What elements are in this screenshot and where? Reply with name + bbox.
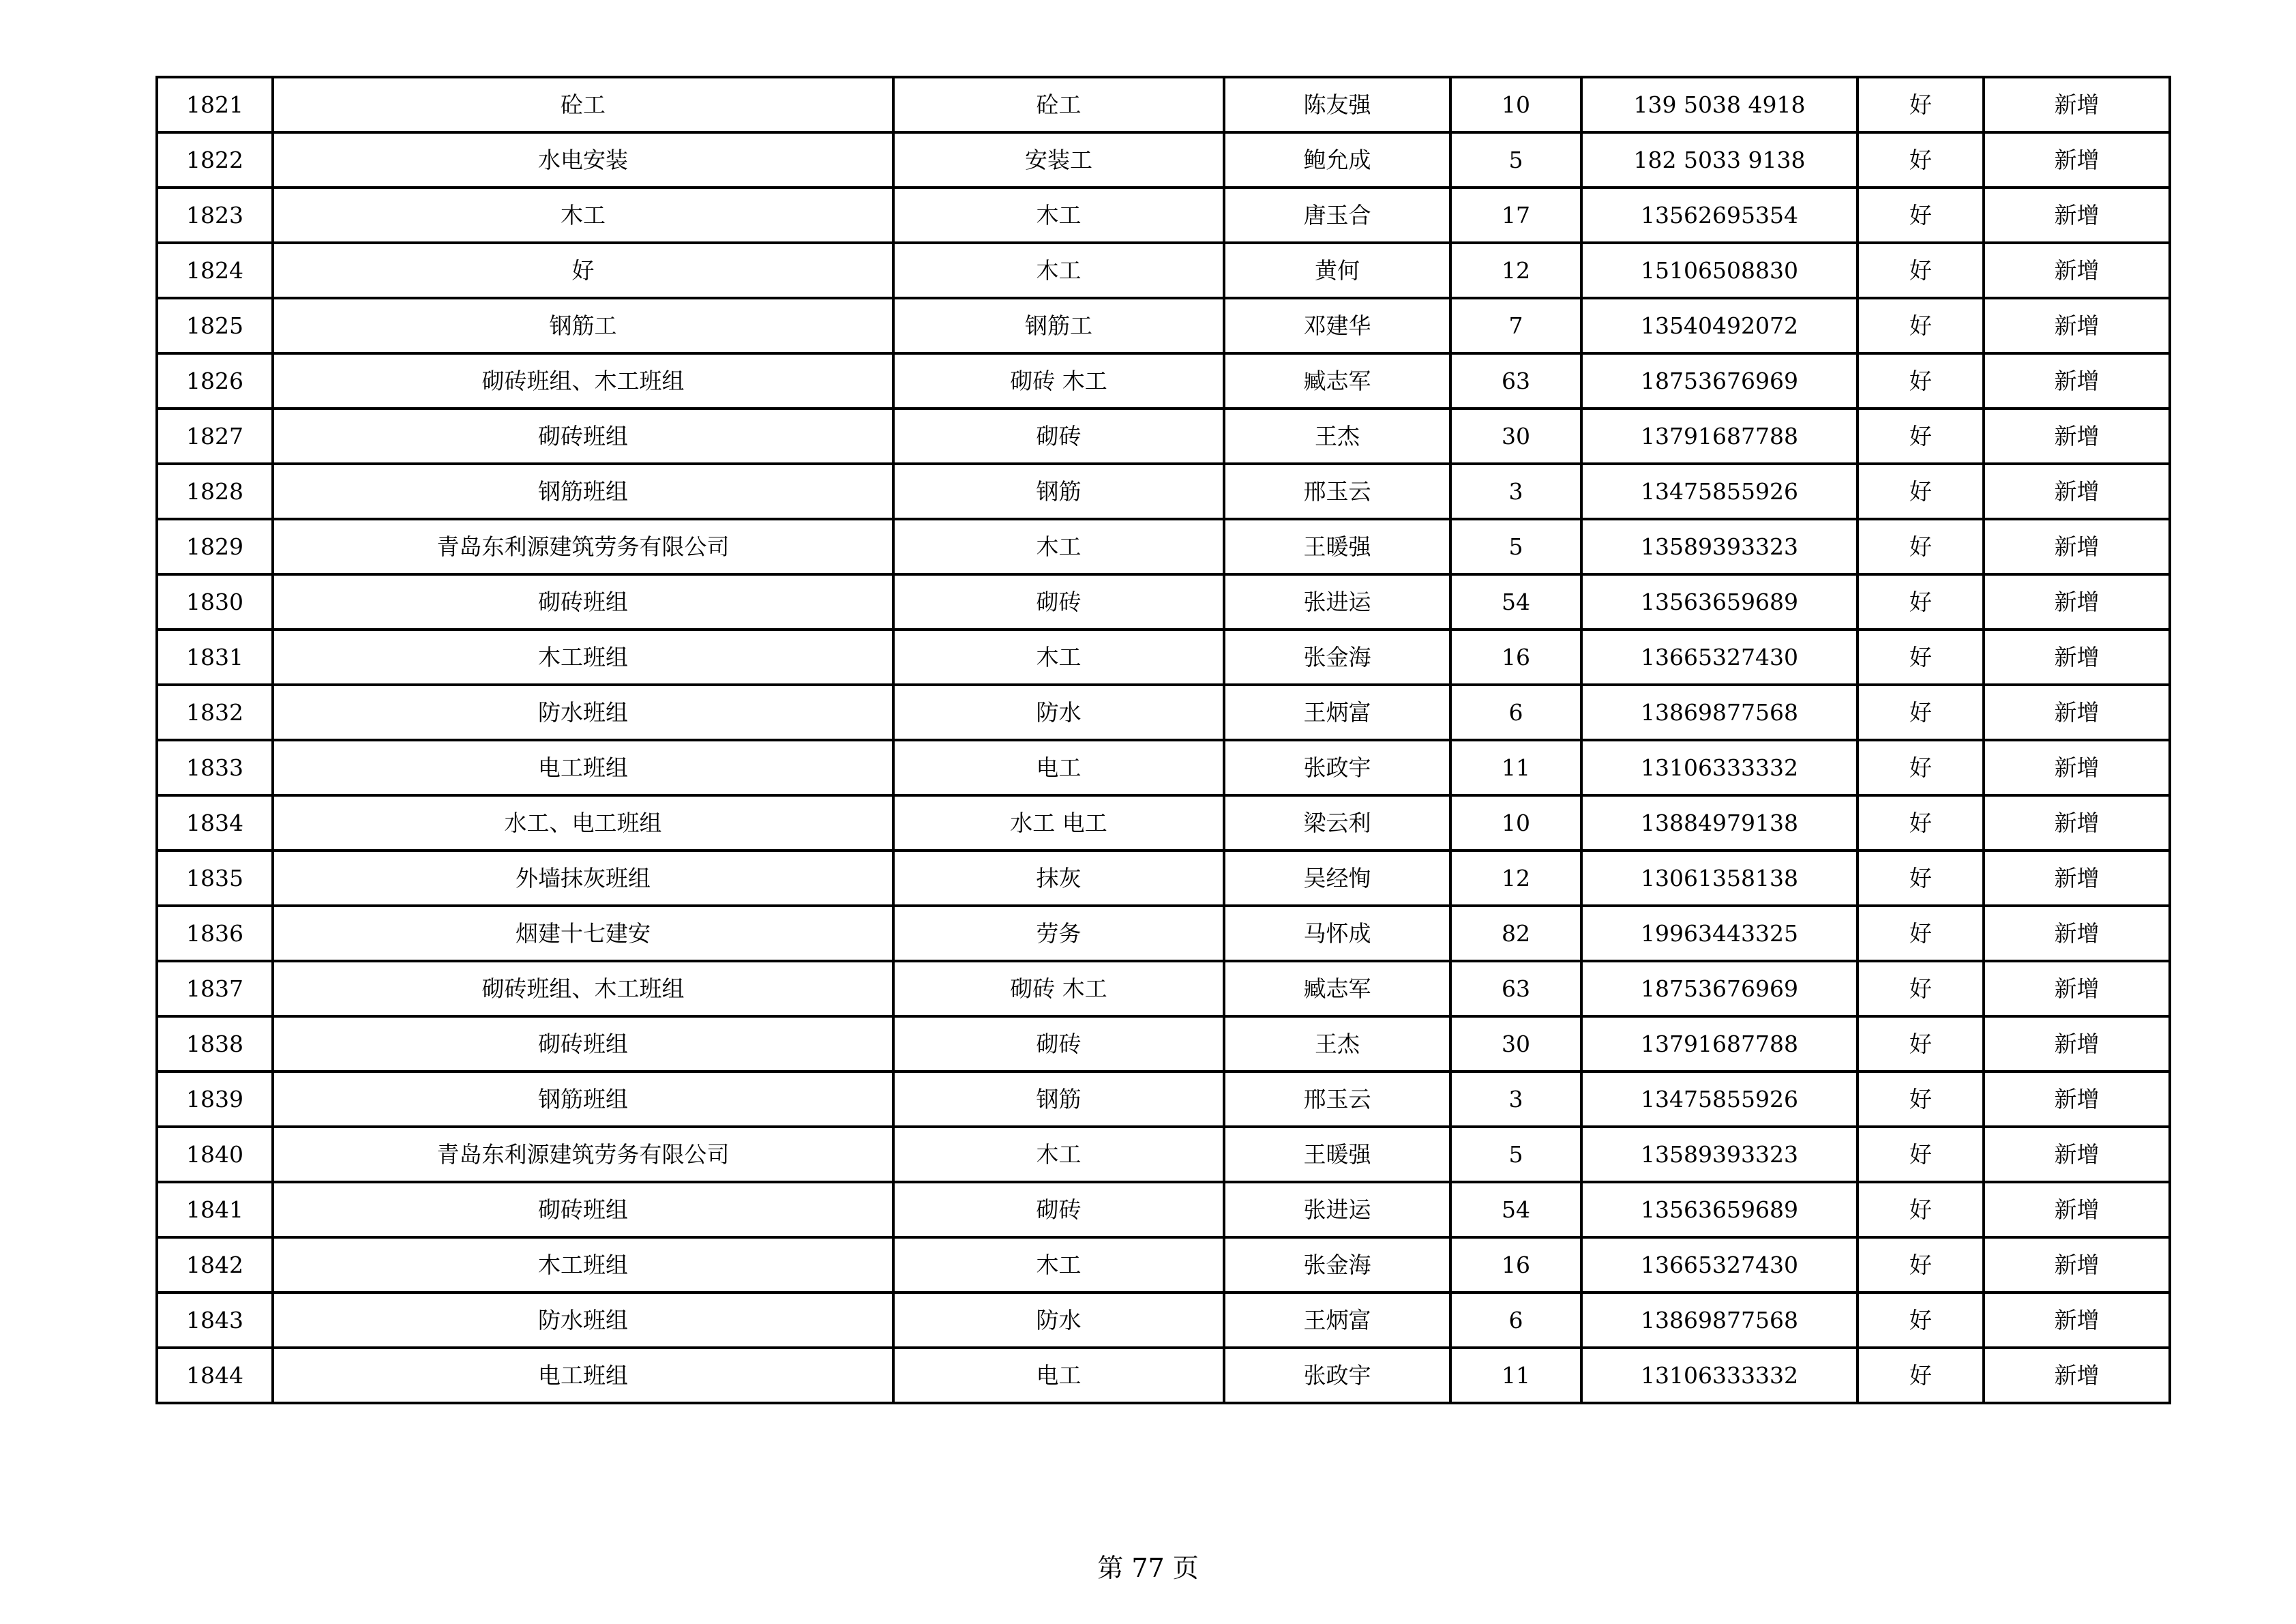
phone-cell: 13562695354 bbox=[1581, 188, 1858, 243]
rating-cell: 好 bbox=[1858, 243, 1984, 298]
phone-cell: 13791687788 bbox=[1581, 409, 1858, 464]
row-number-cell: 1825 bbox=[157, 298, 273, 353]
phone-cell: 18753676969 bbox=[1581, 961, 1858, 1016]
headcount-cell: 54 bbox=[1450, 574, 1581, 630]
headcount-cell: 54 bbox=[1450, 1182, 1581, 1237]
trade-cell: 木工 bbox=[893, 188, 1224, 243]
trade-cell: 砌砖 bbox=[893, 409, 1224, 464]
status-cell: 新增 bbox=[1984, 519, 2170, 574]
rating-cell: 好 bbox=[1858, 1016, 1984, 1072]
table-body bbox=[157, 77, 2170, 1403]
status-cell: 新增 bbox=[1984, 132, 2170, 188]
trade-cell: 防水 bbox=[893, 685, 1224, 740]
team-name-cell: 砌砖班组 bbox=[273, 574, 893, 630]
trade-cell: 电工 bbox=[893, 1348, 1224, 1403]
team-name-cell: 防水班组 bbox=[273, 685, 893, 740]
phone-cell: 13563659689 bbox=[1581, 574, 1858, 630]
rating-cell: 好 bbox=[1858, 77, 1984, 132]
row-number-cell: 1836 bbox=[157, 906, 273, 961]
table-row bbox=[157, 1127, 2170, 1182]
team-name-cell: 青岛东利源建筑劳务有限公司 bbox=[273, 1127, 893, 1182]
phone-cell: 13589393323 bbox=[1581, 1127, 1858, 1182]
phone-cell: 13106333332 bbox=[1581, 740, 1858, 795]
table-row bbox=[157, 851, 2170, 906]
leader-name-cell: 邓建华 bbox=[1224, 298, 1450, 353]
trade-cell: 木工 bbox=[893, 1237, 1224, 1293]
leader-name-cell: 鲍允成 bbox=[1224, 132, 1450, 188]
row-number-cell: 1834 bbox=[157, 795, 273, 851]
team-name-cell: 木工班组 bbox=[273, 1237, 893, 1293]
headcount-cell: 10 bbox=[1450, 795, 1581, 851]
row-number-cell: 1841 bbox=[157, 1182, 273, 1237]
phone-cell: 139 5038 4918 bbox=[1581, 77, 1858, 132]
team-name-cell: 砌砖班组 bbox=[273, 1182, 893, 1237]
row-number-cell: 1823 bbox=[157, 188, 273, 243]
table-row bbox=[157, 685, 2170, 740]
rating-cell: 好 bbox=[1858, 132, 1984, 188]
rating-cell: 好 bbox=[1858, 961, 1984, 1016]
trade-cell: 劳务 bbox=[893, 906, 1224, 961]
rating-cell: 好 bbox=[1858, 630, 1984, 685]
phone-cell: 13791687788 bbox=[1581, 1016, 1858, 1072]
table-row bbox=[157, 1072, 2170, 1127]
row-number-cell: 1828 bbox=[157, 464, 273, 519]
table-row bbox=[157, 630, 2170, 685]
leader-name-cell: 王杰 bbox=[1224, 1016, 1450, 1072]
team-name-cell: 烟建十七建安 bbox=[273, 906, 893, 961]
phone-cell: 13540492072 bbox=[1581, 298, 1858, 353]
table-row bbox=[157, 243, 2170, 298]
status-cell: 新增 bbox=[1984, 906, 2170, 961]
team-name-cell: 钢筋工 bbox=[273, 298, 893, 353]
status-cell: 新增 bbox=[1984, 188, 2170, 243]
rating-cell: 好 bbox=[1858, 519, 1984, 574]
team-name-cell: 砌砖班组、木工班组 bbox=[273, 353, 893, 409]
status-cell: 新增 bbox=[1984, 298, 2170, 353]
team-name-cell: 外墙抹灰班组 bbox=[273, 851, 893, 906]
phone-cell: 13061358138 bbox=[1581, 851, 1858, 906]
headcount-cell: 30 bbox=[1450, 409, 1581, 464]
row-number-cell: 1821 bbox=[157, 77, 273, 132]
status-cell: 新增 bbox=[1984, 795, 2170, 851]
headcount-cell: 6 bbox=[1450, 685, 1581, 740]
rating-cell: 好 bbox=[1858, 685, 1984, 740]
trade-cell: 钢筋工 bbox=[893, 298, 1224, 353]
status-cell: 新增 bbox=[1984, 1182, 2170, 1237]
row-number-cell: 1840 bbox=[157, 1127, 273, 1182]
headcount-cell: 6 bbox=[1450, 1293, 1581, 1348]
headcount-cell: 3 bbox=[1450, 464, 1581, 519]
leader-name-cell: 王杰 bbox=[1224, 409, 1450, 464]
trade-cell: 钢筋 bbox=[893, 464, 1224, 519]
row-number-cell: 1827 bbox=[157, 409, 273, 464]
leader-name-cell: 马怀成 bbox=[1224, 906, 1450, 961]
headcount-cell: 17 bbox=[1450, 188, 1581, 243]
trade-cell: 木工 bbox=[893, 519, 1224, 574]
rating-cell: 好 bbox=[1858, 851, 1984, 906]
headcount-cell: 82 bbox=[1450, 906, 1581, 961]
leader-name-cell: 张金海 bbox=[1224, 630, 1450, 685]
rating-cell: 好 bbox=[1858, 740, 1984, 795]
rating-cell: 好 bbox=[1858, 906, 1984, 961]
team-name-cell: 钢筋班组 bbox=[273, 464, 893, 519]
row-number-cell: 1833 bbox=[157, 740, 273, 795]
trade-cell: 砌砖 bbox=[893, 1016, 1224, 1072]
status-cell: 新增 bbox=[1984, 1348, 2170, 1403]
phone-cell: 19963443325 bbox=[1581, 906, 1858, 961]
phone-cell: 13665327430 bbox=[1581, 1237, 1858, 1293]
row-number-cell: 1832 bbox=[157, 685, 273, 740]
leader-name-cell: 张政宇 bbox=[1224, 740, 1450, 795]
row-number-cell: 1835 bbox=[157, 851, 273, 906]
headcount-cell: 11 bbox=[1450, 1348, 1581, 1403]
status-cell: 新增 bbox=[1984, 243, 2170, 298]
phone-cell: 13475855926 bbox=[1581, 1072, 1858, 1127]
table-row bbox=[157, 353, 2170, 409]
row-number-cell: 1843 bbox=[157, 1293, 273, 1348]
headcount-cell: 3 bbox=[1450, 1072, 1581, 1127]
table-row bbox=[157, 188, 2170, 243]
headcount-cell: 5 bbox=[1450, 132, 1581, 188]
headcount-cell: 10 bbox=[1450, 77, 1581, 132]
leader-name-cell: 王炳富 bbox=[1224, 685, 1450, 740]
headcount-cell: 11 bbox=[1450, 740, 1581, 795]
headcount-cell: 12 bbox=[1450, 851, 1581, 906]
team-name-cell: 木工 bbox=[273, 188, 893, 243]
status-cell: 新增 bbox=[1984, 409, 2170, 464]
rating-cell: 好 bbox=[1858, 1348, 1984, 1403]
leader-name-cell: 臧志军 bbox=[1224, 961, 1450, 1016]
phone-cell: 18753676969 bbox=[1581, 353, 1858, 409]
row-number-cell: 1822 bbox=[157, 132, 273, 188]
phone-cell: 15106508830 bbox=[1581, 243, 1858, 298]
trade-cell: 砌砖 木工 bbox=[893, 961, 1224, 1016]
row-number-cell: 1837 bbox=[157, 961, 273, 1016]
table-row bbox=[157, 132, 2170, 188]
trade-cell: 砌砖 木工 bbox=[893, 353, 1224, 409]
table-row bbox=[157, 961, 2170, 1016]
phone-cell: 13589393323 bbox=[1581, 519, 1858, 574]
status-cell: 新增 bbox=[1984, 630, 2170, 685]
headcount-cell: 5 bbox=[1450, 519, 1581, 574]
headcount-cell: 5 bbox=[1450, 1127, 1581, 1182]
phone-cell: 13475855926 bbox=[1581, 464, 1858, 519]
leader-name-cell: 梁云利 bbox=[1224, 795, 1450, 851]
row-number-cell: 1831 bbox=[157, 630, 273, 685]
headcount-cell: 63 bbox=[1450, 961, 1581, 1016]
status-cell: 新增 bbox=[1984, 851, 2170, 906]
rating-cell: 好 bbox=[1858, 795, 1984, 851]
table-row bbox=[157, 906, 2170, 961]
leader-name-cell: 陈友强 bbox=[1224, 77, 1450, 132]
headcount-cell: 7 bbox=[1450, 298, 1581, 353]
status-cell: 新增 bbox=[1984, 77, 2170, 132]
row-number-cell: 1830 bbox=[157, 574, 273, 630]
table-row bbox=[157, 1016, 2170, 1072]
rating-cell: 好 bbox=[1858, 574, 1984, 630]
leader-name-cell: 邢玉云 bbox=[1224, 1072, 1450, 1127]
rating-cell: 好 bbox=[1858, 409, 1984, 464]
table-row bbox=[157, 1348, 2170, 1403]
rating-cell: 好 bbox=[1858, 1182, 1984, 1237]
row-number-cell: 1824 bbox=[157, 243, 273, 298]
rating-cell: 好 bbox=[1858, 1237, 1984, 1293]
team-name-cell: 青岛东利源建筑劳务有限公司 bbox=[273, 519, 893, 574]
rating-cell: 好 bbox=[1858, 298, 1984, 353]
table-row bbox=[157, 1237, 2170, 1293]
headcount-cell: 16 bbox=[1450, 1237, 1581, 1293]
table-row bbox=[157, 77, 2170, 132]
team-name-cell: 砌砖班组、木工班组 bbox=[273, 961, 893, 1016]
table-row bbox=[157, 574, 2170, 630]
leader-name-cell: 张金海 bbox=[1224, 1237, 1450, 1293]
status-cell: 新增 bbox=[1984, 1072, 2170, 1127]
phone-cell: 13869877568 bbox=[1581, 685, 1858, 740]
headcount-cell: 63 bbox=[1450, 353, 1581, 409]
rating-cell: 好 bbox=[1858, 464, 1984, 519]
phone-cell: 13869877568 bbox=[1581, 1293, 1858, 1348]
headcount-cell: 30 bbox=[1450, 1016, 1581, 1072]
leader-name-cell: 臧志军 bbox=[1224, 353, 1450, 409]
status-cell: 新增 bbox=[1984, 464, 2170, 519]
status-cell: 新增 bbox=[1984, 1127, 2170, 1182]
leader-name-cell: 张政宇 bbox=[1224, 1348, 1450, 1403]
leader-name-cell: 邢玉云 bbox=[1224, 464, 1450, 519]
team-name-cell: 钢筋班组 bbox=[273, 1072, 893, 1127]
team-name-cell: 砼工 bbox=[273, 77, 893, 132]
trade-cell: 电工 bbox=[893, 740, 1224, 795]
rating-cell: 好 bbox=[1858, 1127, 1984, 1182]
trade-cell: 抹灰 bbox=[893, 851, 1224, 906]
leader-name-cell: 唐玉合 bbox=[1224, 188, 1450, 243]
status-cell: 新增 bbox=[1984, 1293, 2170, 1348]
rating-cell: 好 bbox=[1858, 1072, 1984, 1127]
leader-name-cell: 王炳富 bbox=[1224, 1293, 1450, 1348]
team-name-cell: 水工、电工班组 bbox=[273, 795, 893, 851]
leader-name-cell: 黄何 bbox=[1224, 243, 1450, 298]
rating-cell: 好 bbox=[1858, 188, 1984, 243]
table-row bbox=[157, 464, 2170, 519]
headcount-cell: 16 bbox=[1450, 630, 1581, 685]
trade-cell: 水工 电工 bbox=[893, 795, 1224, 851]
phone-cell: 13563659689 bbox=[1581, 1182, 1858, 1237]
team-name-cell: 砌砖班组 bbox=[273, 1016, 893, 1072]
status-cell: 新增 bbox=[1984, 574, 2170, 630]
status-cell: 新增 bbox=[1984, 961, 2170, 1016]
trade-cell: 砌砖 bbox=[893, 574, 1224, 630]
team-name-cell: 防水班组 bbox=[273, 1293, 893, 1348]
row-number-cell: 1839 bbox=[157, 1072, 273, 1127]
phone-cell: 182 5033 9138 bbox=[1581, 132, 1858, 188]
headcount-cell: 12 bbox=[1450, 243, 1581, 298]
phone-cell: 13665327430 bbox=[1581, 630, 1858, 685]
leader-name-cell: 吴经恂 bbox=[1224, 851, 1450, 906]
row-number-cell: 1838 bbox=[157, 1016, 273, 1072]
table-row bbox=[157, 795, 2170, 851]
table-row bbox=[157, 298, 2170, 353]
trade-cell: 木工 bbox=[893, 243, 1224, 298]
table-row bbox=[157, 740, 2170, 795]
leader-name-cell: 王暖强 bbox=[1224, 519, 1450, 574]
trade-cell: 木工 bbox=[893, 630, 1224, 685]
leader-name-cell: 王暖强 bbox=[1224, 1127, 1450, 1182]
table-row bbox=[157, 1293, 2170, 1348]
row-number-cell: 1826 bbox=[157, 353, 273, 409]
trade-cell: 砌砖 bbox=[893, 1182, 1224, 1237]
team-name-cell: 电工班组 bbox=[273, 1348, 893, 1403]
row-number-cell: 1844 bbox=[157, 1348, 273, 1403]
phone-cell: 13106333332 bbox=[1581, 1348, 1858, 1403]
page-number: 第 77 页 bbox=[1097, 1553, 1199, 1583]
trade-cell: 安装工 bbox=[893, 132, 1224, 188]
row-number-cell: 1829 bbox=[157, 519, 273, 574]
trade-cell: 防水 bbox=[893, 1293, 1224, 1348]
row-number-cell: 1842 bbox=[157, 1237, 273, 1293]
team-name-cell: 砌砖班组 bbox=[273, 409, 893, 464]
team-name-cell: 电工班组 bbox=[273, 740, 893, 795]
rating-cell: 好 bbox=[1858, 1293, 1984, 1348]
team-name-cell: 木工班组 bbox=[273, 630, 893, 685]
trade-cell: 砼工 bbox=[893, 77, 1224, 132]
table-row bbox=[157, 519, 2170, 574]
status-cell: 新增 bbox=[1984, 685, 2170, 740]
table-row bbox=[157, 1182, 2170, 1237]
trade-cell: 木工 bbox=[893, 1127, 1224, 1182]
status-cell: 新增 bbox=[1984, 740, 2170, 795]
leader-name-cell: 张进运 bbox=[1224, 574, 1450, 630]
status-cell: 新增 bbox=[1984, 1237, 2170, 1293]
rating-cell: 好 bbox=[1858, 353, 1984, 409]
table-row bbox=[157, 409, 2170, 464]
team-name-cell: 水电安装 bbox=[273, 132, 893, 188]
phone-cell: 13884979138 bbox=[1581, 795, 1858, 851]
leader-name-cell: 张进运 bbox=[1224, 1182, 1450, 1237]
roster-table bbox=[155, 76, 2171, 1404]
status-cell: 新增 bbox=[1984, 1016, 2170, 1072]
trade-cell: 钢筋 bbox=[893, 1072, 1224, 1127]
status-cell: 新增 bbox=[1984, 353, 2170, 409]
team-name-cell: 好 bbox=[273, 243, 893, 298]
